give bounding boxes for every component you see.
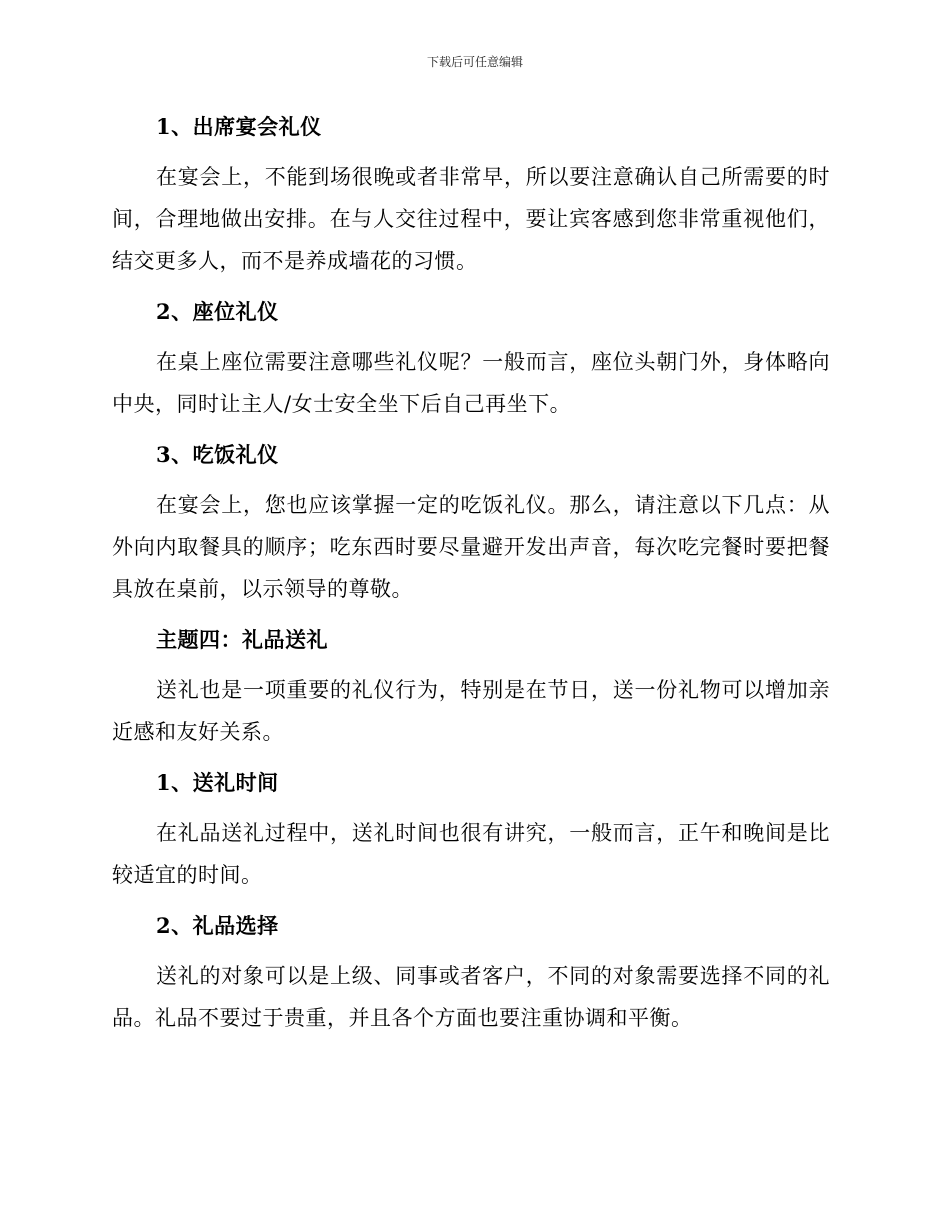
document-body [112,110,830,1039]
page-header: 下载后可任意编辑 [426,55,523,69]
section-heading-gift-selection: 2、礼品选择 [156,913,279,938]
paragraph-gifts-intro: 送礼也是一项重要的礼仪行为，特别是在节日，送一份礼物可以增加亲近感和友好关系。 [112,678,830,744]
section-heading-banquet: 1、出席宴会礼仪 [156,114,322,139]
section-heading-seating: 2、座位礼仪 [156,299,279,324]
section-heading-dining: 3、吃饭礼仪 [156,442,279,467]
theme-heading-gifts: 主题四：礼品送礼 [156,627,328,652]
paragraph-dining: 在宴会上，您也应该掌握一定的吃饭礼仪。那么，请注意以下几点：从外向内取餐具的顺序；吃东西时要尽量避开发出声音，每次吃完餐时要把餐具放在桌前，以示领导的尊敬。 [112,493,830,601]
paragraph-banquet: 在宴会上，不能到场很晚或者非常早，所以要注意确认自己所需要的时间，合理地做出安排。在与人交往过程中，要让宾客感到您非常重视他们，结交更多人，而不是养成墙花的习惯。 [112,165,830,273]
paragraph-seating: 在桌上座位需要注意哪些礼仪呢？一般而言，座位头朝门外，身体略向中央，同时让主人/女士安全坐下后自己再坐下。 [112,350,830,416]
paragraph-gift-timing: 在礼品送礼过程中，送礼时间也很有讲究，一般而言，正午和晚间是比较适宜的时间。 [112,821,830,887]
section-heading-gift-timing: 1、送礼时间 [156,770,279,795]
paragraph-gift-selection: 送礼的对象可以是上级、同事或者客户，不同的对象需要选择不同的礼品。礼品不要过于贵重，并且各个方面也要注重协调和平衡。 [112,964,830,1030]
